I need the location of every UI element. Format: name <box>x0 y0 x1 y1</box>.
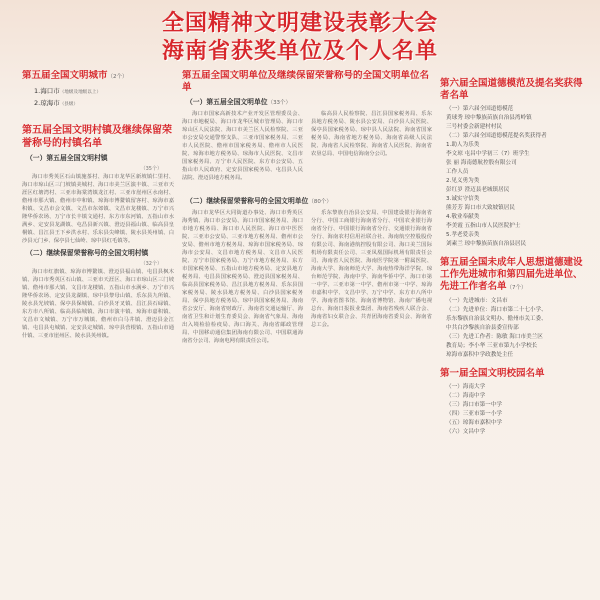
list-item: （二）先进单位：海口市第二十七小学、 <box>446 307 547 313</box>
section-minors-title: 第五届全国未成年人思想道德建设工作先进城市和第四届先进单位、先进工作者名单（7个） <box>440 257 583 292</box>
list-item: 2.见义勇为类 <box>446 178 480 184</box>
list-item: 张 丽 海南德航控股有限公司 <box>446 160 517 166</box>
units-subsection-1-body <box>182 110 432 185</box>
villages-subsection-1-title: （一）第五届全国文明村镇 <box>26 154 108 162</box>
list-item: （一）先进城市：文昌市 <box>446 298 508 304</box>
units-subsection-2-title: （二）继续保留荣誉称号的全国文明单位（80个） <box>186 197 332 205</box>
list-item: 三号村委会新建村村民 <box>446 124 502 130</box>
list-item: （四）三亚市第一小学 <box>446 411 502 417</box>
title-line-2: 海南省获奖单位及个人名单 <box>161 39 438 64</box>
list-item: 黄球秀 琼中黎族苗族自治县湾岭镇 <box>446 115 532 121</box>
list-item: （六）文昌中学 <box>446 429 486 435</box>
section-moral-models-title: 第六届全国道德模范及提名奖获得者名单 <box>440 78 583 101</box>
section-villages-title: 第五届全国文明村镇及继续保留荣誉称号的村镇名单 <box>22 125 172 149</box>
list-item: 教育局；李小华 三亚市第九小学校长 <box>446 343 538 349</box>
list-item: （二）第六届全国道德模范提名奖获得者 <box>446 133 547 139</box>
units-subsection-1-text-a: 海口市国家高新技术产业开发区管理委员会、海口市地税局、海口市龙华区城市管理局、海口市琼山区人民法院、海口市美兰区人民检察院、三亚市公安局交通警察支队、三亚市国家税务局、三亚市人民医院、儋州市国家税务局、儋州市人民医院、琼海市地方税务局、琼海市人民医院、文昌市国家税务局、万宁市人民医院、东方市公安局、五指山市人民政府、定安县国家税务局、屯昌县人民法院、澄迈县地方税务局。 <box>182 111 303 181</box>
left-column <box>22 70 174 600</box>
list-item: 3.诚实守信类 <box>446 196 480 202</box>
list-item: 李文琼 屯昌中学初三（7）班学生 <box>446 151 530 157</box>
campus-list <box>440 383 590 437</box>
section-campus-title: 第一届全国文明校园名单 <box>440 368 545 379</box>
units-subsection-2-text-b: 乐东黎族自治县公安局、中国建设银行海南省分行、中国工商银行海南省分行、中国农业银行海南省分行、中国银行海南省分行、交通银行海南省分行、海南农村信用社联合社、海南航空控股股份有限公司、海南港航控股有限公司、海口美兰国际机场有限责任公司、三亚凤凰国际机场有限责任公司、海南省人民医院、海南医学院第一附属医院、海南大学、海南师范大学、海南热带海洋学院、琼台师范学院、海南中学、海南华侨中学、海口市第一中学、三亚市第一中学、儋州市第一中学、琼海市嘉积中学、文昌中学、万宁中学、东方市八所中学、海南省图书馆、海南省博物馆、海南广播电视总台、海南日报报业集团、海南省残疾人联合会、海南省妇女联合会、共青团海南省委员会、海南省总工会。 <box>311 210 432 328</box>
villages-subsection-1-text: 海口市秀英区石山镇施茶村、海口市龙华区新坡镇仁里村、海口市琼山区三门坡镇美城村、海口市美兰区演丰镇、三亚市天涯区红塘湾村、三亚市海棠湾镇龙江村、三亚市崖州区水南村、儋州市那大镇、儋州市中和镇、琼海市博鳌镇留客村、琼海市嘉积镇、文昌市会文镇、文昌市东郊镇、文昌市龙楼镇、万宁市兴隆华侨农场、万宁市长丰镇文通村、东方市东河镇、五指山市水满乡、定安县龙湖镇、屯昌县新兴镇、澄迈县福山镇、临高县皇桐镇、昌江县王下乡洪水村、乐东县尖峰镇、陵水县英州镇、白沙县元门乡、保亭县七仙岭、琼中县红毛镇等。 <box>22 174 174 244</box>
minors-list <box>440 297 590 360</box>
list-item: 乐东黎族自治县文明办、儋州市关工委、 <box>446 316 547 322</box>
units-subsection-2-body <box>182 209 432 348</box>
city-item-1: 1.海口市（地级及地级以上） <box>34 87 102 95</box>
section-civilized-units-title: 第五届全国文明单位及继续保留荣誉称号的全国文明单位名单 <box>182 70 430 93</box>
right-column <box>440 70 590 600</box>
list-item: 刘素兰 琼中黎族苗族自治县居民 <box>446 241 527 247</box>
list-item: （三）海口市第一中学 <box>446 402 502 408</box>
list-item: 琼海市嘉积中学政教处主任 <box>446 352 514 358</box>
units-subsection-2-text-a: 海口市龙华区大同街道办事处、海口市秀英区海秀镇、海口市公安局、海口市国家税务局、海口市地方税务局、海口市人民医院、海口市中医医院、三亚市公安局、三亚市地方税务局、儋州市公安局、儋州市地方税务局、琼海市国家税务局、琼海市公安局、文昌市地方税务局、文昌市人民医院、万宁市国家税务局、万宁市地方税务局、东方市国家税务局、五指山市地方税务局、定安县地方税务局、屯昌县国家税务局、澄迈县国家税务局、临高县国家税务局、昌江县地方税务局、乐东县国家税务局、陵水县地方税务局、白沙县国家税务局、保亭县地方税务局、琼中县国家税务局、海南省公安厅、海南省财政厅、海南省交通运输厅、海南省卫生和计划生育委员会、海南省气象局、海南出入境检验检疫局、海口海关、海南省邮政管理局、中国移动通信集团海南有限公司、中国联通海南省分公司、海南电网有限责任公司。 <box>182 210 303 344</box>
page-title <box>0 10 600 66</box>
villages-subsection-2-count: （32个） <box>140 261 162 267</box>
city-item-2: 2.琼海市（县级） <box>34 99 79 107</box>
middle-column <box>182 70 432 600</box>
units-subsection-1-text-b: 临高县人民检察院、昌江县国家税务局、乐东县地方税务局、陵水县公安局、白沙县人民医院、保亭县国家税务局、琼中县人民法院、海南省国家税务局、海南省地方税务局、海南省高级人民法院、海南省人民检察院、海南省人民医院、海南省农垦总局、中国电信海南分公司。 <box>311 111 432 157</box>
villages-subsection-1-count: （35个） <box>140 166 162 172</box>
list-item: （一）第六届全国道德模范 <box>446 106 514 112</box>
list-item: 5.孝老爱亲类 <box>446 232 480 238</box>
moral-models-list <box>440 105 590 249</box>
list-item: 1.助人为乐类 <box>446 142 480 148</box>
list-item: （三）先进工作者：陈敏 海口市美兰区 <box>446 334 543 340</box>
list-item: 工作人员 <box>446 169 469 175</box>
list-item: （五）琼海市嘉积中学 <box>446 420 502 426</box>
title-line-1: 全国精神文明建设表彰大会 <box>161 11 438 36</box>
list-item: 熊芳芳 海口市大致坡镇居民 <box>446 205 515 211</box>
list-item: （一）海南大学 <box>446 384 486 390</box>
list-item: （二）海南中学 <box>446 393 486 399</box>
list-item: 李美霞 五指山市人民医院护士 <box>446 223 521 229</box>
units-subsection-1-title: （一）第五届全国文明单位（33个） <box>186 98 292 106</box>
list-item: 中共白沙黎族自治县委宣传部 <box>446 325 519 331</box>
villages-subsection-2-text: 海口市红旗镇、琼海市博鳌镇、澄迈县福山镇、屯昌县枫木镇、海口市秀英区石山镇、三亚市天涯区、海口市琼山区三门坡镇、儋州市那大镇、文昌市龙楼镇、五指山市水满乡、万宁市兴隆华侨农场、定安县龙湖镇、琼中县黎母山镇、乐东县九所镇、陵水县光坡镇、保亭县保城镇、白沙县牙叉镇、昌江县石碌镇、东方市八所镇、临高县临城镇、海口市演丰镇、琼海市嘉积镇、文昌市文城镇、万宁市万城镇、儋州市白马井镇、澄迈县金江镇、屯昌县屯城镇、定安县定城镇、琼中县营根镇、五指山市通什镇、三亚市崖州区、陵水县英州镇。 <box>22 269 174 339</box>
list-item: 4.敬业奉献类 <box>446 214 480 220</box>
villages-subsection-2-title: （二）继续保留荣誉称号的全国文明村镇 <box>26 249 149 257</box>
section-civilized-cities-title: 第五届全国文明城市（2个） <box>22 70 128 81</box>
list-item: 彭红岁 澄迈县老城镇居民 <box>446 187 510 193</box>
